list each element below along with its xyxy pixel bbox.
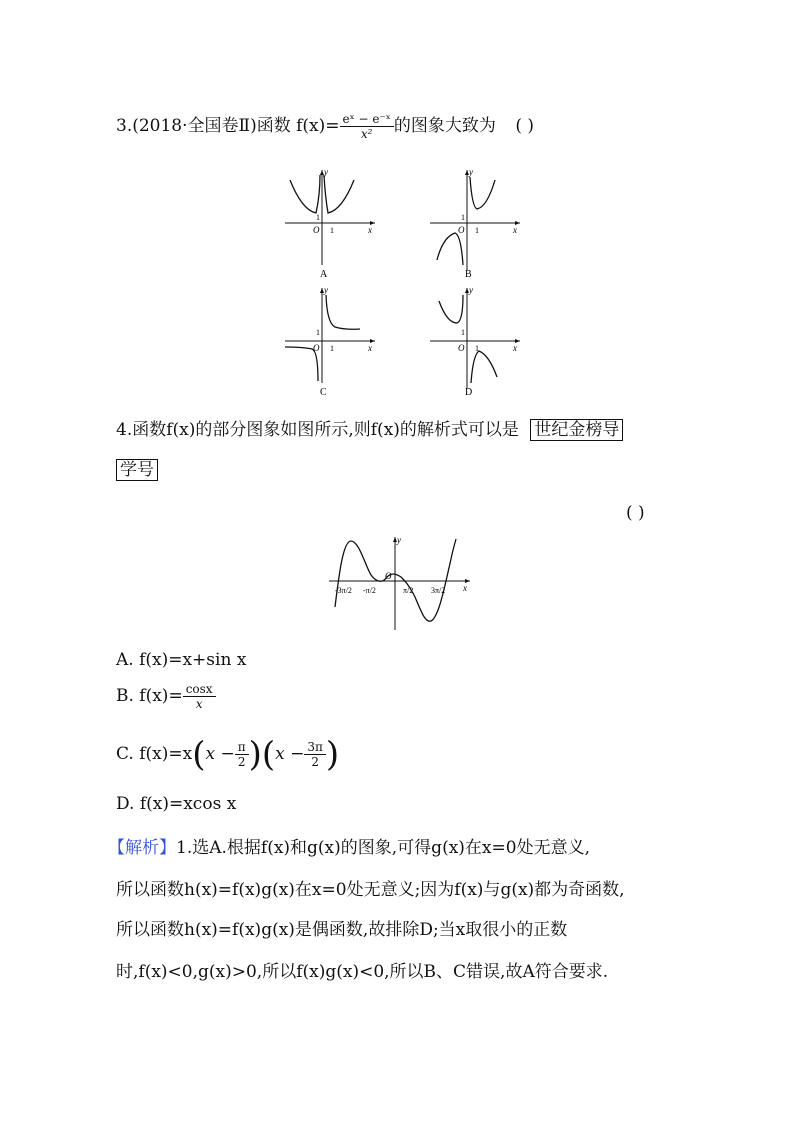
graph-c-tick-y: 1 bbox=[316, 328, 320, 337]
q3-denominator: x² bbox=[340, 126, 394, 141]
option-c-term1-fraction bbox=[235, 740, 249, 769]
analysis-line-4: 时,f(x)<0,g(x)>0,所以f(x)g(x)<0,所以B、C错误,故A符合要求. bbox=[116, 962, 609, 982]
graph-d bbox=[430, 285, 520, 398]
q4-boxed-tag-2: 学号 bbox=[116, 459, 158, 481]
question-4-stem bbox=[116, 418, 623, 442]
graph-b bbox=[430, 167, 520, 280]
option-c-term1-den: 2 bbox=[235, 754, 249, 769]
graph-b-y-label: y bbox=[469, 167, 473, 177]
q3-numerator: eˣ − e⁻ˣ bbox=[342, 112, 391, 126]
q4-graph-y-label: y bbox=[397, 535, 401, 545]
analysis-line-2: 所以函数h(x)=f(x)g(x)在x=0处无意义;因为f(x)与g(x)都为奇函数, bbox=[116, 880, 625, 900]
option-b-num: cosx bbox=[185, 682, 213, 696]
graph-b-label: B bbox=[465, 269, 472, 280]
graph-d-origin: O bbox=[458, 343, 465, 353]
graph-d-x-label: x bbox=[513, 343, 517, 353]
q4-graph-origin: O bbox=[385, 571, 392, 581]
graph-a-y-label: y bbox=[324, 167, 328, 177]
graph-d-y-label: y bbox=[469, 285, 473, 295]
graph-d-tick-x: 1 bbox=[475, 344, 479, 353]
analysis-line-1 bbox=[108, 836, 590, 860]
option-c-term2-num: 3π bbox=[307, 740, 323, 754]
option-c-prefix: C. f(x)=x bbox=[116, 744, 193, 764]
q4-graph-x-label: x bbox=[463, 583, 467, 593]
q4-text: 4.函数f(x)的部分图象如图所示,则f(x)的解析式可以是 bbox=[116, 420, 519, 440]
graph-a-origin: O bbox=[313, 225, 320, 235]
option-b-prefix: B. f(x)= bbox=[116, 686, 183, 706]
q4-tick-pi-2: π/2 bbox=[403, 586, 414, 595]
graph-c bbox=[285, 285, 375, 398]
q4-boxed-tag-line2 bbox=[116, 458, 158, 482]
q4-answer-blank: ( ) bbox=[626, 503, 645, 523]
option-c-term1-num: π bbox=[237, 740, 246, 754]
graph-c-tick-x: 1 bbox=[330, 344, 334, 353]
question-3-stem bbox=[116, 112, 534, 141]
graph-c-origin: O bbox=[313, 343, 320, 353]
graph-b-x-label: x bbox=[513, 225, 517, 235]
q3-graphs bbox=[280, 165, 530, 400]
q4-tick-neg-pi-2: -π/2 bbox=[363, 586, 376, 595]
option-d-text: D. f(x)=xcos x bbox=[116, 794, 237, 814]
graph-d-tick-y: 1 bbox=[461, 328, 465, 337]
graph-c-x-label: x bbox=[368, 343, 372, 353]
q4-graph bbox=[325, 535, 475, 635]
analysis-text-1: 1.选A.根据f(x)和g(x)的图象,可得g(x)在x=0处无意义, bbox=[176, 838, 590, 858]
graph-c-y-label: y bbox=[324, 285, 328, 295]
q3-suffix: 的图象大致为 bbox=[393, 116, 496, 136]
q4-tick-neg-3pi-2: -3π/2 bbox=[335, 586, 352, 595]
graph-a bbox=[285, 167, 375, 280]
graph-c-label: C bbox=[320, 387, 327, 398]
option-c-term1-x: x − bbox=[205, 744, 235, 764]
q4-boxed-tag: 世纪金榜导 bbox=[530, 419, 623, 441]
q3-prefix: 3.(2018·全国卷Ⅱ)函数 f(x)= bbox=[116, 116, 340, 136]
option-a-text: A. f(x)=x+sin x bbox=[116, 650, 247, 670]
option-b bbox=[116, 682, 216, 711]
option-d bbox=[116, 792, 236, 816]
graph-b-tick-y: 1 bbox=[461, 213, 465, 222]
option-c-term2-x: x − bbox=[275, 744, 305, 764]
graph-d-label: D bbox=[465, 387, 473, 398]
graph-a-x-label: x bbox=[368, 225, 372, 235]
graph-a-label: A bbox=[320, 269, 328, 280]
graph-a-tick-x: 1 bbox=[330, 226, 334, 235]
option-b-den: x bbox=[183, 696, 216, 711]
q3-fraction bbox=[340, 112, 394, 141]
option-c-term2-fraction bbox=[304, 740, 326, 769]
option-b-fraction bbox=[183, 682, 216, 711]
option-a bbox=[116, 648, 246, 672]
graph-a-tick-y: 1 bbox=[316, 213, 320, 222]
q3-answer-blank: ( ) bbox=[515, 116, 534, 136]
graph-b-tick-x: 1 bbox=[475, 226, 479, 235]
q4-tick-3pi-2: 3π/2 bbox=[431, 586, 446, 595]
option-c: C. f(x)=x(x − $\frac{\pi}{2}$ )(x − $\frac{3\pi}{2}$ ) bbox=[116, 734, 340, 775]
analysis-line-3: 所以函数h(x)=f(x)g(x)是偶函数,故排除D;当x取很小的正数 bbox=[116, 920, 568, 940]
option-c-term2-den: 2 bbox=[304, 754, 326, 769]
analysis-tag: 【解析】 bbox=[108, 838, 176, 858]
graph-b-origin: O bbox=[458, 225, 465, 235]
